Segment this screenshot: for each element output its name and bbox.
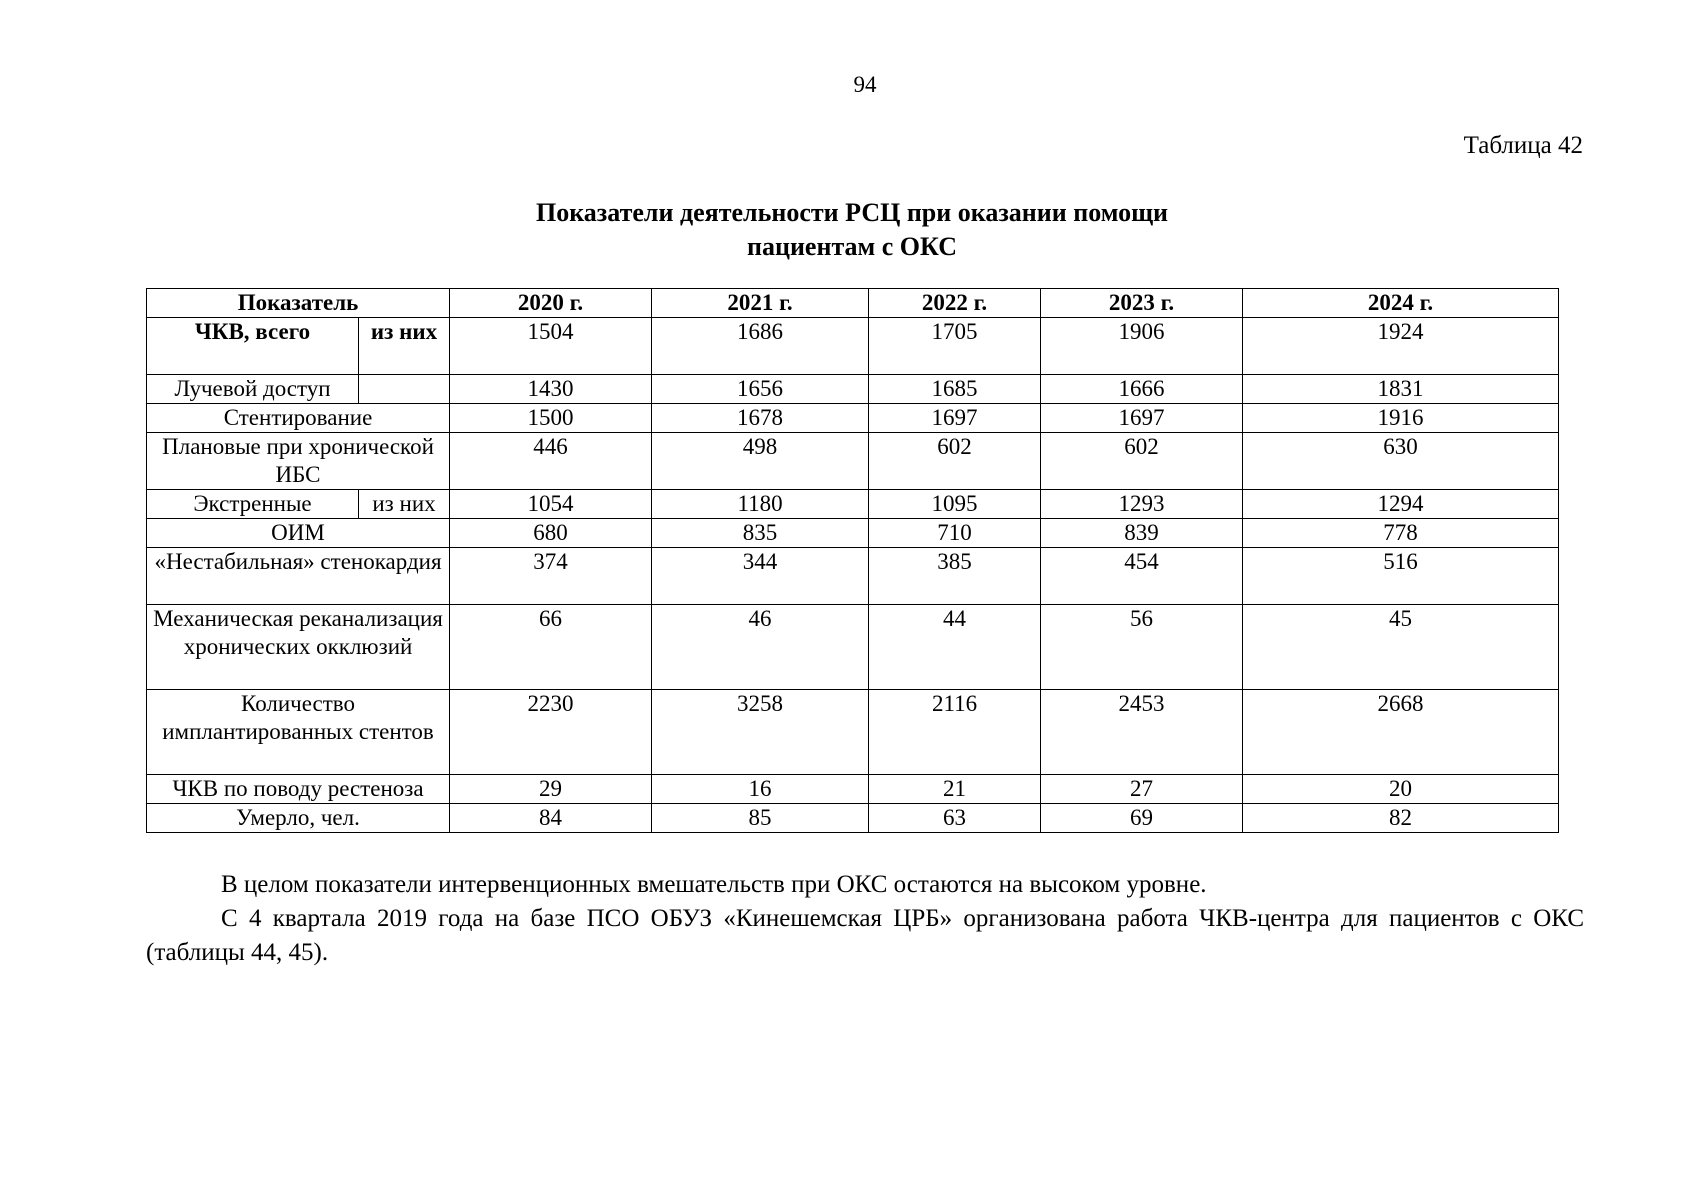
cell-value: 2116: [869, 690, 1041, 775]
cell-value: 344: [652, 548, 869, 605]
cell-value: 710: [869, 519, 1041, 548]
row-label: Стентирование: [147, 404, 450, 433]
cell-value: 66: [450, 605, 652, 690]
cell-value: 1180: [652, 490, 869, 519]
cell-value: 21: [869, 775, 1041, 804]
body-text: [146, 868, 1584, 970]
paragraph: С 4 квартала 2019 года на базе ПСО ОБУЗ «Кинешемская ЦРБ» организована работа ЧКВ-центра для пациентов с ОКС (таблицы 44, 45).: [146, 905, 1584, 966]
row-label: ОИМ: [147, 519, 450, 548]
paragraph: В целом показатели интервенционных вмешательств при ОКС остаются на высоком уровне.: [221, 871, 1207, 898]
cell-value: 2668: [1243, 690, 1559, 775]
cell-value: 1504: [450, 318, 652, 375]
row-label: ЧКВ по поводу рестеноза: [147, 775, 450, 804]
cell-value: 602: [869, 433, 1041, 490]
page-number: 94: [853, 72, 877, 97]
cell-value: 1906: [1041, 318, 1243, 375]
cell-value: 835: [652, 519, 869, 548]
row-label: Экстренные: [147, 490, 359, 519]
cell-value: 1924: [1243, 318, 1559, 375]
table-header-row: [147, 289, 1559, 318]
cell-value: 630: [1243, 433, 1559, 490]
cell-value: 27: [1041, 775, 1243, 804]
cell-value: 680: [450, 519, 652, 548]
cell-value: 1656: [652, 375, 869, 404]
cell-value: 16: [652, 775, 869, 804]
row-label: ЧКВ, всего: [147, 318, 359, 375]
header-year-2021: 2021 г.: [652, 289, 869, 318]
cell-value: 1666: [1041, 375, 1243, 404]
row-label: Количество имплантированных стентов: [147, 690, 450, 775]
cell-value: 20: [1243, 775, 1559, 804]
cell-value: 1294: [1243, 490, 1559, 519]
table-row: [147, 804, 1559, 833]
row-label: Лучевой доступ: [147, 375, 359, 404]
table-row: [147, 433, 1559, 490]
cell-value: 498: [652, 433, 869, 490]
cell-value: 46: [652, 605, 869, 690]
header-indicator: Показатель: [147, 289, 450, 318]
cell-value: 1430: [450, 375, 652, 404]
cell-value: 2230: [450, 690, 652, 775]
cell-value: 1054: [450, 490, 652, 519]
cell-value: 63: [869, 804, 1041, 833]
table-row: [147, 605, 1559, 690]
table-row: [147, 404, 1559, 433]
cell-value: 56: [1041, 605, 1243, 690]
cell-value: 3258: [652, 690, 869, 775]
cell-value: 1500: [450, 404, 652, 433]
row-label: Плановые при хронической ИБС: [147, 433, 450, 490]
cell-value: 839: [1041, 519, 1243, 548]
indicators-table: [146, 288, 1559, 833]
cell-value: 1831: [1243, 375, 1559, 404]
table-title-line-1: Показатели деятельности РСЦ при оказании помощи: [535, 198, 1169, 227]
table-caption: Таблица 42: [1463, 132, 1583, 159]
cell-value: 1293: [1041, 490, 1243, 519]
cell-value: 1685: [869, 375, 1041, 404]
row-sublabel: из них: [359, 490, 450, 519]
table-row: [147, 490, 1559, 519]
table-row: [147, 548, 1559, 605]
cell-value: 45: [1243, 605, 1559, 690]
cell-value: 1697: [869, 404, 1041, 433]
table-row: [147, 775, 1559, 804]
cell-value: 1705: [869, 318, 1041, 375]
row-label: Механическая реканализация хронических окклюзий: [147, 605, 450, 690]
table-title: [146, 196, 1558, 264]
header-year-2024: 2024 г.: [1243, 289, 1559, 318]
cell-value: 374: [450, 548, 652, 605]
table-row: [147, 375, 1559, 404]
cell-value: 69: [1041, 804, 1243, 833]
cell-value: 602: [1041, 433, 1243, 490]
cell-value: 1686: [652, 318, 869, 375]
table-row: [147, 690, 1559, 775]
table-title-line-2: пациентам с ОКС: [746, 232, 957, 261]
cell-value: 29: [450, 775, 652, 804]
cell-value: 2453: [1041, 690, 1243, 775]
cell-value: 84: [450, 804, 652, 833]
cell-value: 446: [450, 433, 652, 490]
row-sublabel: [359, 375, 450, 404]
cell-value: 1095: [869, 490, 1041, 519]
cell-value: 454: [1041, 548, 1243, 605]
cell-value: 82: [1243, 804, 1559, 833]
table-row: [147, 318, 1559, 375]
row-label: Умерло, чел.: [147, 804, 450, 833]
cell-value: 44: [869, 605, 1041, 690]
table-row: [147, 519, 1559, 548]
row-sublabel: из них: [359, 318, 450, 375]
cell-value: 85: [652, 804, 869, 833]
cell-value: 516: [1243, 548, 1559, 605]
cell-value: 1697: [1041, 404, 1243, 433]
row-label: «Нестабильная» стенокардия: [147, 548, 450, 605]
header-year-2020: 2020 г.: [450, 289, 652, 318]
cell-value: 778: [1243, 519, 1559, 548]
cell-value: 385: [869, 548, 1041, 605]
cell-value: 1916: [1243, 404, 1559, 433]
cell-value: 1678: [652, 404, 869, 433]
header-year-2023: 2023 г.: [1041, 289, 1243, 318]
header-year-2022: 2022 г.: [869, 289, 1041, 318]
